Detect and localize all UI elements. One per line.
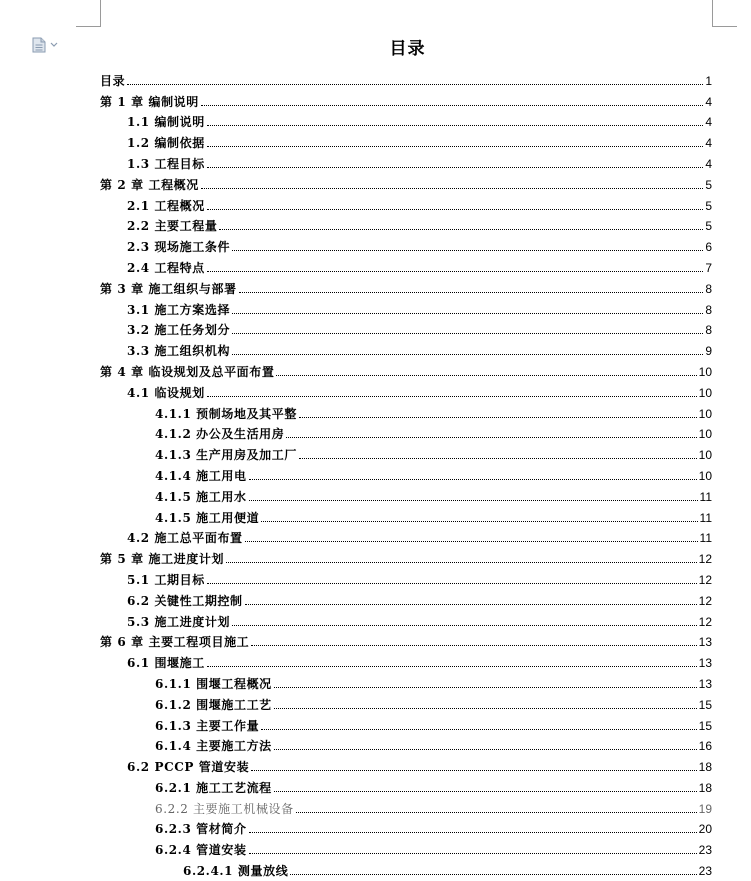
toc-entry-text: 第 5 章 施工进度计划	[100, 552, 225, 567]
toc-page-number: 16	[698, 739, 712, 754]
toc-page-number: 4	[705, 156, 712, 171]
toc-page-number: 13	[698, 676, 712, 691]
toc-entry[interactable]	[100, 753, 712, 774]
toc-page-number: 12	[698, 614, 712, 629]
toc-page-number: 11	[699, 531, 712, 546]
toc-dot-leader	[251, 770, 696, 771]
toc-entry-text: 3.1 施工方案选择	[127, 302, 231, 317]
toc-dot-leader	[249, 479, 697, 480]
toc-dot-leader	[239, 292, 704, 293]
toc-dot-leader	[261, 729, 696, 730]
toc-entry-text: 6.2.2 主要施工机械设备	[155, 801, 294, 816]
toc-dot-leader	[249, 500, 698, 501]
toc-entry[interactable]	[100, 836, 712, 857]
toc-dot-leader	[274, 687, 697, 688]
table-of-contents	[100, 67, 712, 878]
toc-entry[interactable]	[100, 816, 712, 837]
toc-entry[interactable]	[100, 150, 712, 171]
toc-page-number: 19	[698, 801, 712, 816]
toc-page-number: 1	[705, 73, 712, 88]
toc-entry-text: 4.1.5 施工用水	[155, 489, 247, 504]
toc-page-number: 10	[698, 406, 712, 421]
toc-page-number: 10	[698, 385, 712, 400]
toc-page-number: 7	[705, 260, 712, 275]
toc-dot-leader	[290, 874, 696, 875]
toc-entry-text: 第 4 章 临设规划及总平面布置	[100, 364, 275, 379]
toc-entry[interactable]	[100, 504, 712, 525]
toc-entry-text: 4.1.5 施工用便道	[155, 510, 260, 525]
toc-dot-leader	[249, 853, 697, 854]
toc-entry[interactable]	[100, 525, 712, 546]
toc-entry-text: 6.2 PCCP 管道安装	[127, 760, 250, 775]
page-title: 目录	[389, 39, 426, 59]
toc-entry[interactable]	[100, 254, 712, 275]
toc-entry-text: 4.1.2 办公及生活用房	[155, 427, 285, 442]
toc-entry[interactable]	[100, 774, 712, 795]
toc-page-number: 10	[698, 448, 712, 463]
toc-entry-text: 目录	[100, 73, 126, 88]
toc-dot-leader	[226, 562, 697, 563]
toc-page-number: 5	[705, 198, 712, 213]
toc-entry[interactable]	[100, 317, 712, 338]
toc-dot-leader	[207, 271, 703, 272]
toc-entry-text: 第 1 章 编制说明	[100, 94, 199, 109]
toc-entry-text: 6.2.1 施工工艺流程	[155, 780, 272, 795]
toc-entry[interactable]	[100, 129, 712, 150]
toc-page-number: 13	[698, 635, 712, 650]
toc-dot-leader	[299, 458, 697, 459]
crop-mark-top-left	[76, 0, 101, 27]
toc-entry-text: 6.1.3 主要工作量	[155, 718, 260, 733]
toc-entry-text: 5.3 施工进度计划	[127, 614, 231, 629]
toc-page-number: 12	[698, 552, 712, 567]
toc-entry-text: 6.2.4.1 测量放线	[183, 864, 289, 879]
toc-page-number: 18	[698, 780, 712, 795]
toc-entry-text: 6.1.1 围堰工程概况	[155, 676, 272, 691]
toc-dot-leader	[232, 333, 703, 334]
toc-page-number: 13	[698, 656, 712, 671]
toc-entry-text: 6.2.4 管道安装	[155, 843, 247, 858]
toc-entry[interactable]	[100, 67, 712, 88]
toc-dot-leader	[232, 625, 697, 626]
toc-page-number: 12	[698, 572, 712, 587]
toc-page-number: 23	[698, 843, 712, 858]
toc-entry-text: 1.3 工程目标	[127, 156, 205, 171]
toc-entry-text: 1.2 编制依据	[127, 136, 205, 151]
toc-entry[interactable]	[100, 213, 712, 234]
toc-page-number: 5	[705, 177, 712, 192]
toc-page-number: 11	[699, 510, 712, 525]
toc-dot-leader	[201, 188, 703, 189]
toc-dot-leader	[219, 229, 703, 230]
crop-mark-top-right	[712, 0, 737, 27]
toc-dot-leader	[207, 125, 703, 126]
toc-page-number: 18	[698, 760, 712, 775]
toc-entry-text: 第 6 章 主要工程项目施工	[100, 635, 250, 650]
toc-entry-text: 4.2 施工总平面布置	[127, 531, 243, 546]
toc-entry-text: 6.1 围堰施工	[127, 656, 205, 671]
toc-dot-leader	[286, 437, 696, 438]
toc-page-number: 15	[698, 697, 712, 712]
toc-entry-text: 2.3 现场施工条件	[127, 240, 231, 255]
toc-page-number: 20	[698, 822, 712, 837]
toc-entry[interactable]	[100, 275, 712, 296]
toc-page-number: 5	[705, 219, 712, 234]
toc-entry[interactable]	[100, 109, 712, 130]
toc-page-number: 8	[705, 323, 712, 338]
toc-entry-text: 4.1.1 预制场地及其平整	[155, 406, 297, 421]
toc-entry-text: 6.2.3 管材简介	[155, 822, 247, 837]
toc-entry-text: 第 2 章 工程概况	[100, 177, 199, 192]
toc-dot-leader	[296, 812, 697, 813]
toc-page-number: 6	[705, 240, 712, 255]
toc-entry[interactable]	[100, 545, 712, 566]
toc-entry[interactable]	[100, 857, 712, 878]
toc-entry-text: 3.2 施工任务划分	[127, 323, 231, 338]
toc-entry[interactable]	[100, 691, 712, 712]
toc-dot-leader	[274, 708, 697, 709]
toc-page-number: 9	[705, 344, 712, 359]
toc-page-number: 10	[698, 468, 712, 483]
toc-dot-leader	[207, 666, 697, 667]
toc-entry[interactable]	[100, 462, 712, 483]
toc-page-number: 11	[699, 489, 712, 504]
toc-entry[interactable]	[100, 400, 712, 421]
toc-dot-leader	[232, 313, 703, 314]
toc-entry-text: 第 3 章 施工组织与部署	[100, 281, 237, 296]
toc-page-number: 8	[705, 302, 712, 317]
toc-dot-leader	[207, 209, 703, 210]
toc-entry[interactable]	[100, 629, 712, 650]
toc-page-number: 12	[698, 593, 712, 608]
toc-page-number: 4	[705, 136, 712, 151]
toc-entry[interactable]	[100, 88, 712, 109]
toc-entry[interactable]	[100, 441, 712, 462]
toc-entry[interactable]	[100, 337, 712, 358]
toc-dot-leader	[201, 105, 703, 106]
toc-entry[interactable]	[100, 192, 712, 213]
toc-entry[interactable]	[100, 649, 712, 670]
toc-dot-leader	[127, 84, 703, 85]
toc-dot-leader	[245, 541, 698, 542]
toc-dot-leader	[274, 791, 697, 792]
toc-dot-leader	[261, 521, 697, 522]
toc-dot-leader	[232, 250, 703, 251]
toc-dot-leader	[207, 396, 697, 397]
toc-entry[interactable]	[100, 795, 712, 816]
toc-page-number: 10	[698, 364, 712, 379]
toc-dot-leader	[207, 167, 703, 168]
toc-entry-text: 5.1 工期目标	[127, 572, 205, 587]
toc-dot-leader	[232, 354, 703, 355]
toc-entry-text: 2.1 工程概况	[127, 198, 205, 213]
toc-entry[interactable]	[100, 358, 712, 379]
toc-entry-text: 6.2 关键性工期控制	[127, 593, 243, 608]
toc-entry-text: 2.2 主要工程量	[127, 219, 218, 234]
toc-dot-leader	[276, 375, 696, 376]
toc-entry[interactable]	[100, 670, 712, 691]
toc-entry[interactable]	[100, 712, 712, 733]
toc-dot-leader	[251, 645, 696, 646]
toc-entry[interactable]	[100, 483, 712, 504]
toc-dot-leader	[249, 832, 697, 833]
toc-page-number: 4	[705, 115, 712, 130]
toc-dot-leader	[274, 749, 697, 750]
toc-entry[interactable]	[100, 587, 712, 608]
toc-page-number: 23	[698, 864, 712, 879]
toc-entry-text: 4.1.3 生产用房及加工厂	[155, 448, 297, 463]
toc-page-number: 15	[698, 718, 712, 733]
toc-entry-text: 3.3 施工组织机构	[127, 344, 231, 359]
toc-entry-text: 6.1.4 主要施工方法	[155, 739, 272, 754]
toc-entry-text: 2.4 工程特点	[127, 260, 205, 275]
toc-dot-leader	[207, 146, 703, 147]
toc-entry-text: 1.1 编制说明	[127, 115, 205, 130]
toc-entry[interactable]	[100, 608, 712, 629]
toc-entry[interactable]	[100, 233, 712, 254]
toc-page-number: 8	[705, 281, 712, 296]
toc-entry-text: 6.1.2 围堰施工工艺	[155, 697, 272, 712]
toc-entry-text: 4.1.4 施工用电	[155, 468, 247, 483]
toc-entry[interactable]	[100, 379, 712, 400]
toc-entry[interactable]	[100, 296, 712, 317]
toc-entry[interactable]	[100, 171, 712, 192]
toc-dot-leader	[207, 583, 697, 584]
toc-dot-leader	[245, 604, 697, 605]
toc-page-number: 4	[705, 94, 712, 109]
toc-dot-leader	[299, 417, 697, 418]
toc-entry[interactable]	[100, 733, 712, 754]
toc-entry[interactable]	[100, 421, 712, 442]
toc-page-number: 10	[698, 427, 712, 442]
toc-entry-text: 4.1 临设规划	[127, 385, 205, 400]
toc-entry[interactable]	[100, 566, 712, 587]
